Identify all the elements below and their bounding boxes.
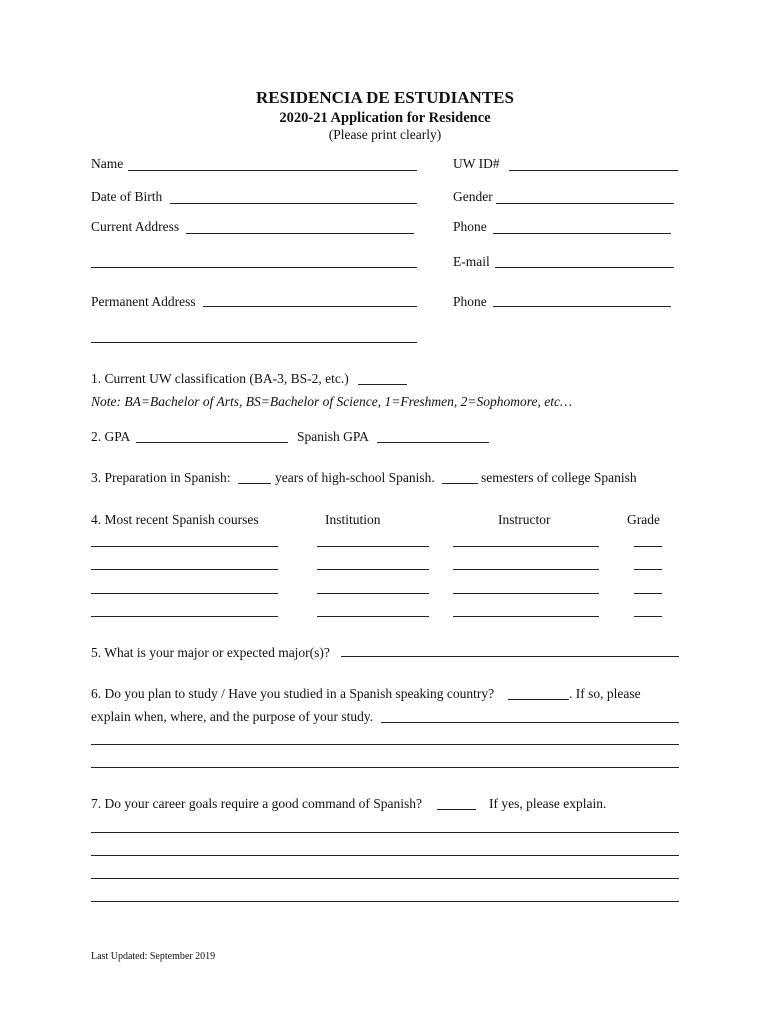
form-instruction: (Please print clearly)	[328, 127, 442, 142]
college-semesters-field[interactable]	[442, 483, 478, 484]
email-label: E-mail	[453, 254, 490, 269]
current-address-field-line2[interactable]	[91, 267, 417, 268]
dob-label: Date of Birth	[91, 189, 163, 204]
form-subtitle: 2020-21 Application for Residence	[279, 110, 491, 126]
career-spanish-field[interactable]	[437, 809, 476, 810]
permanent-address-field[interactable]	[203, 306, 417, 307]
uwid-label: UW ID#	[453, 156, 500, 171]
phone2-label: Phone	[453, 294, 487, 309]
last-updated: Last Updated: September 2019	[91, 951, 216, 962]
career-explain-field-1[interactable]	[91, 832, 679, 833]
q3-label: 3. Preparation in Spanish:	[91, 470, 231, 485]
permanent-address-field-line2[interactable]	[91, 342, 417, 343]
institution-field-2[interactable]	[317, 569, 429, 570]
instructor-field-3[interactable]	[453, 593, 599, 594]
q4-col-instructor: Instructor	[498, 512, 551, 527]
name-label: Name	[91, 156, 124, 171]
grade-field-2[interactable]	[634, 569, 662, 570]
phone2-field[interactable]	[493, 306, 671, 307]
instructor-field-4[interactable]	[453, 616, 599, 617]
q1-field[interactable]	[358, 384, 407, 385]
uwid-field[interactable]	[509, 170, 678, 171]
form-title: RESIDENCIA DE ESTUDIANTES	[256, 88, 514, 107]
q7-label: 7. Do your career goals require a good command of Spanish?	[91, 796, 423, 811]
grade-field-1[interactable]	[634, 546, 662, 547]
q6-label: 6. Do you plan to study / Have you studied in a Spanish speaking country?	[91, 686, 495, 701]
phone-field[interactable]	[493, 233, 671, 234]
institution-field-3[interactable]	[317, 593, 429, 594]
q6-followup: . If so, please	[569, 686, 641, 701]
q3-hs-text: years of high-school Spanish.	[275, 470, 435, 485]
grade-field-3[interactable]	[634, 593, 662, 594]
career-explain-field-2[interactable]	[91, 855, 679, 856]
major-field[interactable]	[341, 656, 679, 657]
career-explain-field-4[interactable]	[91, 901, 679, 902]
institution-field-1[interactable]	[317, 546, 429, 547]
dob-field[interactable]	[170, 203, 417, 204]
q1-label: 1. Current UW classification (BA-3, BS-2, etc.)	[91, 371, 349, 386]
q4-label: 4. Most recent Spanish courses	[91, 512, 259, 527]
name-field[interactable]	[128, 170, 417, 171]
q3-college-text: semesters of college Spanish	[481, 470, 637, 485]
course-field-2[interactable]	[91, 569, 278, 570]
course-field-1[interactable]	[91, 546, 278, 547]
email-field[interactable]	[495, 267, 674, 268]
spanish-gpa-field[interactable]	[377, 442, 489, 443]
gpa-field[interactable]	[136, 442, 288, 443]
q6-line2: explain when, where, and the purpose of your study.	[91, 709, 374, 724]
course-field-4[interactable]	[91, 616, 278, 617]
q2-spanish-gpa-label: Spanish GPA	[297, 429, 369, 444]
grade-field-4[interactable]	[634, 616, 662, 617]
current-address-label: Current Address	[91, 219, 180, 234]
career-explain-field-3[interactable]	[91, 878, 679, 879]
instructor-field-2[interactable]	[453, 569, 599, 570]
gender-field[interactable]	[496, 203, 674, 204]
q5-label: 5. What is your major or expected major(s)?	[91, 645, 330, 660]
permanent-address-label: Permanent Address	[91, 294, 196, 309]
institution-field-4[interactable]	[317, 616, 429, 617]
course-field-3[interactable]	[91, 593, 278, 594]
phone-label: Phone	[453, 219, 487, 234]
q7-followup: If yes, please explain.	[489, 796, 607, 811]
q4-col-institution: Institution	[325, 512, 381, 527]
study-explain-field-1[interactable]	[381, 722, 679, 723]
hs-years-field[interactable]	[238, 483, 271, 484]
study-explain-field-2[interactable]	[91, 744, 679, 745]
q1-note: Note: BA=Bachelor of Arts, BS=Bachelor of Science, 1=Freshmen, 2=Sophomore, etc…	[91, 394, 572, 409]
study-explain-field-3[interactable]	[91, 767, 679, 768]
instructor-field-1[interactable]	[453, 546, 599, 547]
gender-label: Gender	[453, 189, 493, 204]
q4-col-grade: Grade	[627, 512, 660, 527]
q2-gpa-label: 2. GPA	[91, 429, 131, 444]
current-address-field[interactable]	[186, 233, 414, 234]
study-abroad-field[interactable]	[508, 699, 569, 700]
